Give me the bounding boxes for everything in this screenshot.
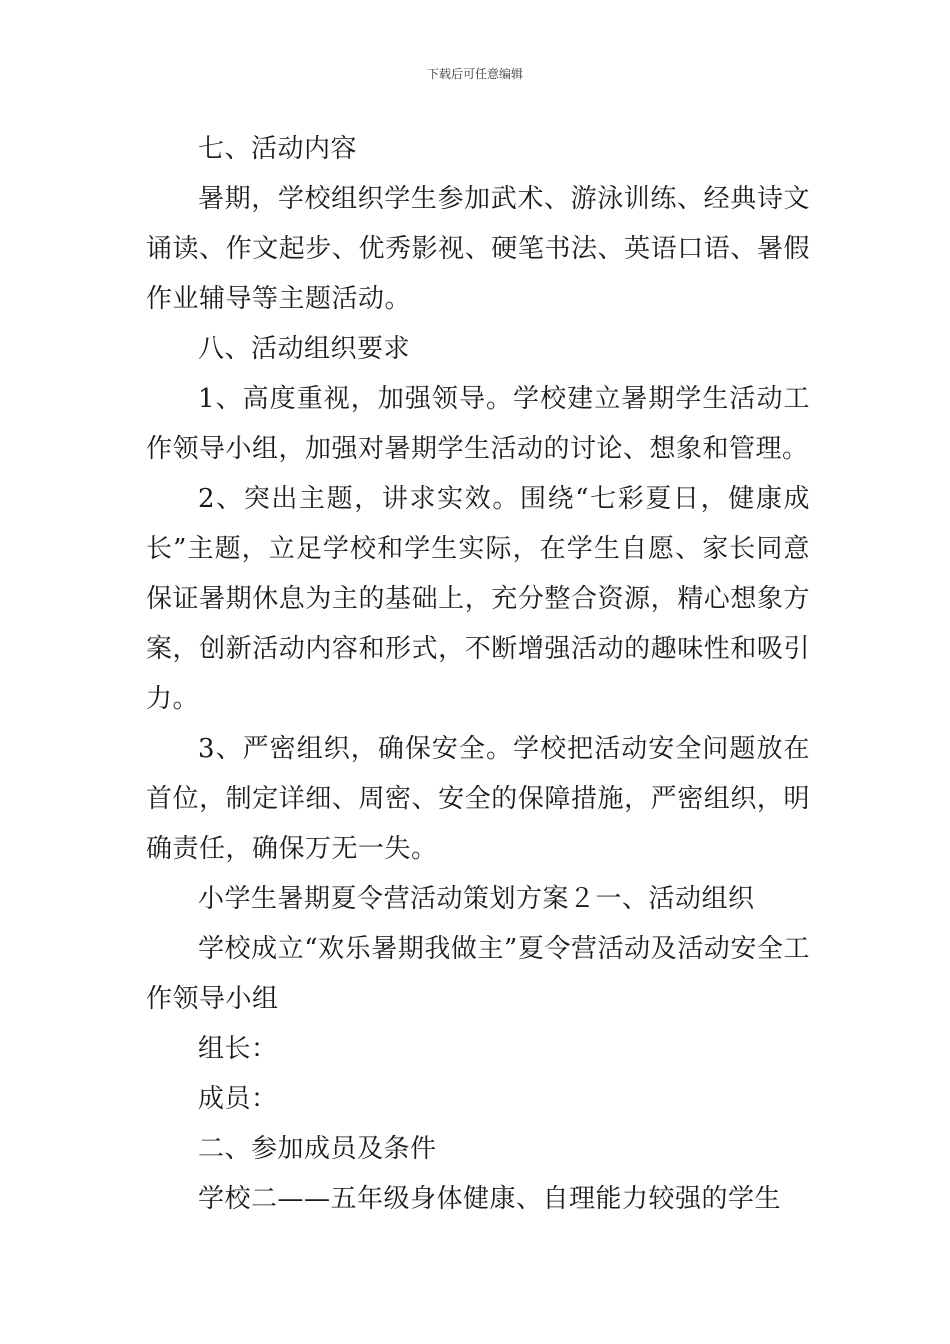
plan-2-title: 小学生暑期夏令营活动策划方案２一、活动组织 — [198, 884, 755, 914]
section-heading-organization-requirements: 八、活动组织要求 — [198, 334, 411, 364]
document-body — [146, 124, 810, 1224]
paragraph-requirement-2: 2、突出主题，讲求实效。围绕“七彩夏日，健康成长”主题，立足学校和学生实际，在学生自愿、家长同意保证暑期休息为主的基础上，充分整合资源，精心想象方案，创新活动内容和形式，不断增强活动的趣味性和吸引力。 — [146, 484, 810, 714]
paragraph-activity-content: 暑期，学校组织学生参加武术、游泳训练、经典诗文诵读、作文起步、优秀影视、硬笔书法、英语口语、暑假作业辅导等主题活动。 — [146, 184, 810, 314]
team-members-line: 成员： — [198, 1084, 278, 1114]
paragraph-participants: 学校二——五年级身体健康、自理能力较强的学生 — [198, 1184, 782, 1214]
page-header-note: 下载后可任意编辑 — [426, 67, 523, 81]
paragraph-requirement-3: 3、严密组织，确保安全。学校把活动安全问题放在首位，制定详细、周密、安全的保障措施，严密组织，明确责任，确保万无一失。 — [146, 734, 810, 864]
section-heading-participants: 二、参加成员及条件 — [198, 1134, 437, 1164]
team-leader-line: 组长： — [198, 1034, 278, 1064]
paragraph-leadership-group: 学校成立“欢乐暑期我做主”夏令营活动及活动安全工作领导小组 — [146, 934, 810, 1014]
paragraph-requirement-1: 1、高度重视，加强领导。学校建立暑期学生活动工作领导小组，加强对暑期学生活动的讨论、想象和管理。 — [146, 384, 810, 464]
section-heading-activity-content: 七、活动内容 — [198, 134, 358, 164]
